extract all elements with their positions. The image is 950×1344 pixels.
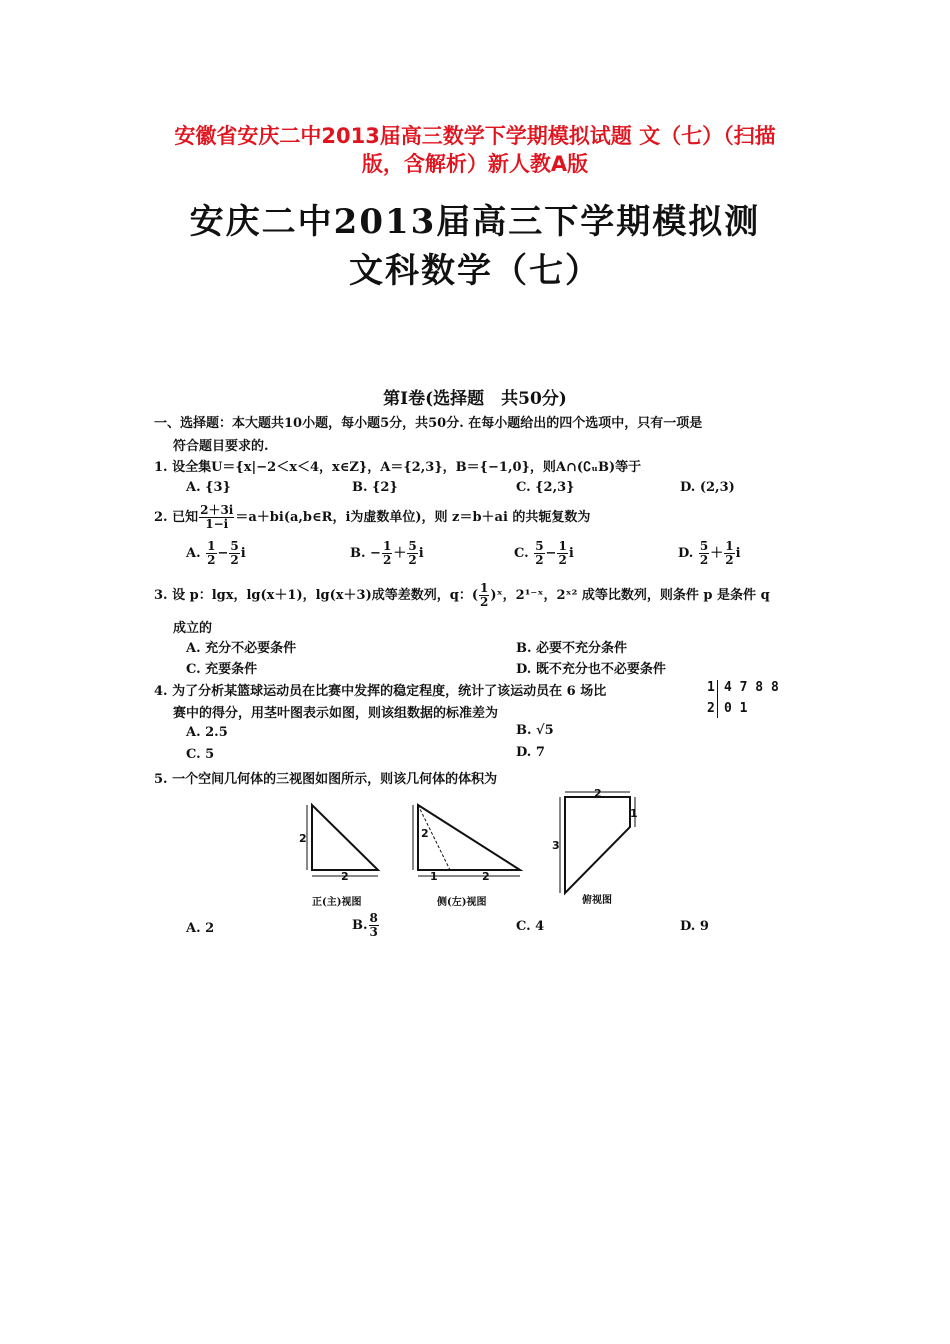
q2-option-a-frac-2	[229, 540, 239, 567]
q4-option-b: B. √5	[516, 723, 554, 738]
top-right-dim: 1	[630, 807, 638, 820]
q2-option-d-op: ＋	[710, 546, 724, 561]
section-title: 第Ⅰ卷(选择题 共50分)	[383, 389, 567, 409]
stem-leaf-row-2-stem: 2	[707, 701, 715, 716]
side-base-right-dim: 2	[482, 870, 490, 883]
q2-option-a-unit: i	[240, 546, 246, 561]
q2-option-b-d1: 2	[382, 553, 392, 567]
q3-fraction	[479, 582, 489, 609]
q3-option-d: D. 既不充分也不必要条件	[516, 662, 666, 677]
q3-option-b: B. 必要不充分条件	[516, 641, 628, 656]
q1-option-a: A. {3}	[186, 480, 231, 495]
question-4-stem-line-1: 4. 为了分析某篮球运动员在比赛中发挥的稳定程度，统计了该运动员在 6 场比	[154, 684, 607, 699]
q2-option-a-letter: A.	[186, 546, 201, 561]
stem-leaf-row-1-leaves: 4 7 8 8	[724, 680, 779, 695]
question-4-stem-line-2: 赛中的得分，用茎叶图表示如图，则该组数据的标准差为	[173, 706, 499, 721]
q2-option-d	[678, 540, 741, 567]
q3-option-a: A. 充分不必要条件	[186, 641, 297, 656]
q2-option-a-op: −	[217, 546, 229, 561]
q2-option-c-n2: 1	[558, 539, 567, 553]
q2-option-c-frac-1	[534, 540, 544, 567]
q2-option-c	[514, 540, 574, 567]
q2-fraction-numerator: 2＋3i	[200, 503, 234, 517]
stem-leaf-row-2-leaves: 0 1	[724, 701, 748, 716]
q3-fraction-numerator: 1	[480, 581, 489, 595]
q5-option-a: A. 2	[186, 921, 215, 936]
front-view	[299, 805, 378, 883]
top-view-quadrilateral	[565, 797, 630, 893]
side-view	[413, 805, 520, 883]
q2-option-b-d2: 2	[408, 553, 417, 567]
q2-option-a-frac-1	[206, 540, 216, 567]
q2-option-d-letter: D.	[678, 546, 694, 561]
q2-fraction	[199, 504, 234, 531]
q4-option-c: C. 5	[186, 747, 215, 762]
q2-option-b-unit: i	[418, 546, 424, 561]
exam-subtitle: 文科数学（七）	[349, 251, 601, 291]
q3-option-c: C. 充要条件	[186, 662, 258, 677]
q3-fraction-denominator: 2	[480, 595, 489, 609]
q2-option-c-op: −	[545, 546, 557, 561]
q1-option-d: D. (2,3)	[680, 480, 735, 495]
q2-option-b	[350, 540, 424, 567]
side-height-dim: 2	[421, 827, 429, 840]
question-5-stem: 5. 一个空间几何体的三视图如图所示，则该几何体的体积为	[154, 772, 498, 787]
stem-leaf-row-1-stem: 1	[707, 680, 715, 695]
q2-option-c-frac-2	[557, 540, 567, 567]
front-view-label: 正(主)视图	[312, 897, 362, 908]
q2-option-b-n2: 5	[408, 539, 417, 553]
top-left-dim: 3	[552, 839, 560, 852]
q2-option-a-d2: 2	[230, 553, 239, 567]
q2-option-d-n1: 5	[699, 539, 709, 553]
q2-option-b-sign: −	[370, 546, 381, 561]
q4-option-a: A. 2.5	[186, 725, 228, 740]
q2-option-b-letter: B.	[350, 546, 366, 561]
exam-title: 安庆二中2013届高三下学期模拟测	[189, 202, 761, 242]
side-view-triangle	[418, 805, 520, 870]
section-intro-line-2: 符合题目要求的.	[173, 439, 269, 454]
top-view-label: 俯视图	[582, 895, 612, 906]
top-width-dim: 2	[594, 787, 602, 800]
q2-option-a-n1: 1	[207, 539, 216, 553]
q2-option-b-op: ＋	[393, 546, 407, 561]
q4-option-d: D. 7	[516, 745, 545, 760]
q2-option-c-n1: 5	[535, 539, 544, 553]
q2-option-c-unit: i	[568, 546, 574, 561]
q3-stem-line-2: 成立的	[173, 621, 213, 636]
q5-option-b-letter: B.	[352, 918, 368, 933]
q5-option-d: D. 9	[680, 919, 709, 934]
front-view-triangle	[312, 805, 378, 870]
q2-option-b-frac-2	[407, 540, 417, 567]
q2-option-c-d2: 2	[558, 553, 567, 567]
q2-prefix: 2. 已知	[154, 510, 199, 525]
q2-option-d-frac-2	[724, 540, 734, 567]
q2-option-d-frac-1	[699, 540, 709, 567]
document-source-title	[130, 122, 820, 178]
q5-option-b	[352, 912, 380, 939]
front-base-dim: 2	[341, 870, 349, 883]
q2-option-c-letter: C.	[514, 546, 529, 561]
q1-option-b: B. {2}	[352, 480, 398, 495]
side-view-label: 侧(左)视图	[437, 897, 487, 908]
question-1-stem: 1. 设全集U＝{x|−2＜x＜4，x∈Z}，A＝{2,3}，B＝{−1,0}，则A∩(∁ᵤB)等于	[154, 460, 642, 475]
side-base-left-dim: 1	[430, 870, 438, 883]
q2-option-d-n2: 1	[725, 539, 734, 553]
q2-option-c-d1: 2	[535, 553, 544, 567]
section-intro-line-1: 一、选择题：本大题共10小题，每小题5分，共50分. 在每小题给出的四个选项中，只有一项是	[154, 416, 703, 431]
q5-option-b-frac	[369, 912, 379, 939]
source-title-line-2: 版，含解析）新人教A版	[361, 152, 589, 176]
question-2-stem	[154, 504, 590, 531]
q2-rest: ＝a＋bi(a,b∈R，i为虚数单位)，则 z＝b＋ai 的共轭复数为	[235, 510, 591, 525]
q2-option-a	[186, 540, 246, 567]
q2-option-d-d2: 2	[725, 553, 734, 567]
question-3-stem	[154, 582, 770, 609]
q1-option-c: C. {2,3}	[516, 480, 575, 495]
source-title-line-1: 安徽省安庆二中2013届高三数学下学期模拟试题 文（七）（扫描	[174, 124, 776, 148]
q2-option-b-n1: 1	[382, 539, 392, 553]
q5-option-b-den: 3	[369, 925, 378, 939]
q2-fraction-denominator: 1−i	[205, 517, 229, 531]
q5-option-b-num: 8	[369, 911, 378, 925]
top-view	[552, 787, 638, 893]
stem-leaf-divider	[717, 680, 718, 718]
q2-option-b-frac-1	[382, 540, 392, 567]
front-height-dim: 2	[299, 832, 307, 845]
q3-stem-part-a: 3. 设 p：lgx，lg(x＋1)，lg(x＋3)成等差数列，q：(	[154, 588, 478, 603]
q2-option-d-unit: i	[735, 546, 741, 561]
q2-option-a-d1: 2	[207, 553, 216, 567]
q2-option-d-d1: 2	[699, 553, 709, 567]
q2-option-a-n2: 5	[230, 539, 239, 553]
q3-stem-part-b: )ˣ，2¹⁻ˣ，2ˣ² 成等比数列，则条件 p 是条件 q	[490, 588, 770, 603]
q5-option-c: C. 4	[516, 919, 545, 934]
